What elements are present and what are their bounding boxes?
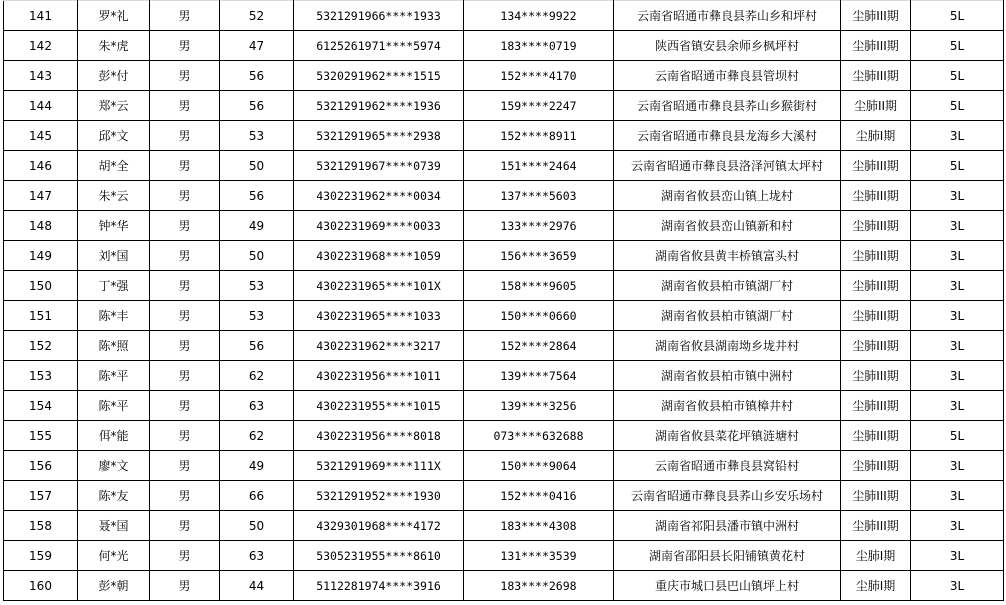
- cell-sex: 男: [150, 451, 220, 481]
- table-row: [4, 571, 1004, 601]
- cell-phone: 139****7564: [464, 361, 614, 391]
- cell-row-number: 157: [4, 481, 78, 511]
- table-row: [4, 121, 1004, 151]
- cell-id-number: 4302231956****1011: [294, 361, 464, 391]
- cell-id-number: 5321291966****1933: [294, 1, 464, 31]
- table-row: [4, 241, 1004, 271]
- cell-address: 湖南省攸县黄丰桥镇富头村: [614, 241, 841, 271]
- cell-amount: 3L: [911, 511, 1004, 541]
- cell-age: 44: [220, 571, 294, 601]
- cell-amount: 3L: [911, 391, 1004, 421]
- cell-row-number: 152: [4, 331, 78, 361]
- cell-phone: 152****0416: [464, 481, 614, 511]
- cell-phone: 152****4170: [464, 61, 614, 91]
- cell-address: 湖南省攸县湖南坳乡垅井村: [614, 331, 841, 361]
- table-row: [4, 31, 1004, 61]
- table-row: [4, 271, 1004, 301]
- cell-id-number: 6125261971****5974: [294, 31, 464, 61]
- cell-id-number: 4329301968****4172: [294, 511, 464, 541]
- cell-address: 湖南省祁阳县潘市镇中洲村: [614, 511, 841, 541]
- cell-diagnosis: 尘肺II期: [841, 91, 911, 121]
- cell-age: 56: [220, 331, 294, 361]
- cell-name: 朱*虎: [78, 31, 150, 61]
- cell-age: 49: [220, 451, 294, 481]
- cell-name: 朱*云: [78, 181, 150, 211]
- cell-amount: 3L: [911, 331, 1004, 361]
- cell-sex: 男: [150, 31, 220, 61]
- cell-sex: 男: [150, 481, 220, 511]
- cell-diagnosis: 尘肺I期: [841, 121, 911, 151]
- cell-name: 彭*付: [78, 61, 150, 91]
- cell-row-number: 143: [4, 61, 78, 91]
- cell-amount: 3L: [911, 121, 1004, 151]
- cell-diagnosis: 尘肺III期: [841, 361, 911, 391]
- cell-id-number: 4302231965****1033: [294, 301, 464, 331]
- cell-phone: 131****3539: [464, 541, 614, 571]
- cell-sex: 男: [150, 331, 220, 361]
- cell-sex: 男: [150, 121, 220, 151]
- cell-diagnosis: 尘肺III期: [841, 271, 911, 301]
- cell-id-number: 5305231955****8610: [294, 541, 464, 571]
- cell-row-number: 147: [4, 181, 78, 211]
- cell-row-number: 158: [4, 511, 78, 541]
- cell-name: 陈*友: [78, 481, 150, 511]
- cell-diagnosis: 尘肺I期: [841, 571, 911, 601]
- cell-sex: 男: [150, 211, 220, 241]
- cell-sex: 男: [150, 1, 220, 31]
- cell-address: 陕西省镇安县余师乡枫坪村: [614, 31, 841, 61]
- cell-address: 湖南省攸县柏市镇樟井村: [614, 391, 841, 421]
- cell-phone: 159****2247: [464, 91, 614, 121]
- cell-name: 刘*国: [78, 241, 150, 271]
- cell-address: 湖南省攸县柏市镇湖厂村: [614, 301, 841, 331]
- cell-row-number: 154: [4, 391, 78, 421]
- cell-amount: 3L: [911, 571, 1004, 601]
- table-row: [4, 61, 1004, 91]
- cell-amount: 3L: [911, 181, 1004, 211]
- cell-diagnosis: 尘肺III期: [841, 511, 911, 541]
- cell-age: 56: [220, 91, 294, 121]
- table-row: [4, 511, 1004, 541]
- cell-amount: 5L: [911, 1, 1004, 31]
- table-body: [4, 1, 1004, 601]
- table-row: [4, 421, 1004, 451]
- cell-name: 陈*照: [78, 331, 150, 361]
- table-row: [4, 211, 1004, 241]
- cell-sex: 男: [150, 421, 220, 451]
- cell-diagnosis: 尘肺III期: [841, 31, 911, 61]
- cell-id-number: 4302231962****3217: [294, 331, 464, 361]
- cell-sex: 男: [150, 541, 220, 571]
- cell-address: 云南省昭通市彝良县洛泽河镇太坪村: [614, 151, 841, 181]
- cell-age: 53: [220, 271, 294, 301]
- table-row: [4, 91, 1004, 121]
- cell-diagnosis: 尘肺III期: [841, 151, 911, 181]
- cell-id-number: 4302231965****101X: [294, 271, 464, 301]
- cell-sex: 男: [150, 181, 220, 211]
- cell-sex: 男: [150, 511, 220, 541]
- cell-address: 云南省昭通市彝良县荞山乡猴街村: [614, 91, 841, 121]
- cell-age: 53: [220, 121, 294, 151]
- cell-row-number: 155: [4, 421, 78, 451]
- cell-name: 陈*平: [78, 391, 150, 421]
- cell-name: 彭*朝: [78, 571, 150, 601]
- cell-sex: 男: [150, 571, 220, 601]
- cell-address: 湖南省攸县峦山镇新和村: [614, 211, 841, 241]
- cell-amount: 3L: [911, 541, 1004, 571]
- cell-amount: 5L: [911, 151, 1004, 181]
- cell-phone: 183****2698: [464, 571, 614, 601]
- cell-address: 重庆市城口县巴山镇坪上村: [614, 571, 841, 601]
- cell-name: 胡*全: [78, 151, 150, 181]
- cell-age: 50: [220, 241, 294, 271]
- cell-address: 湖南省攸县柏市镇湖厂村: [614, 271, 841, 301]
- cell-address: 湖南省攸县菜花坪镇涟塘村: [614, 421, 841, 451]
- table-row: [4, 1, 1004, 31]
- cell-id-number: 5321291952****1930: [294, 481, 464, 511]
- cell-age: 52: [220, 1, 294, 31]
- cell-diagnosis: 尘肺III期: [841, 421, 911, 451]
- cell-phone: 152****2864: [464, 331, 614, 361]
- cell-diagnosis: 尘肺III期: [841, 481, 911, 511]
- cell-name: 钟*华: [78, 211, 150, 241]
- cell-amount: 5L: [911, 31, 1004, 61]
- cell-amount: 3L: [911, 361, 1004, 391]
- cell-id-number: 5112281974****3916: [294, 571, 464, 601]
- cell-address: 云南省昭通市彝良县荞山乡安乐场村: [614, 481, 841, 511]
- cell-id-number: 4302231956****8018: [294, 421, 464, 451]
- cell-sex: 男: [150, 361, 220, 391]
- cell-sex: 男: [150, 271, 220, 301]
- cell-amount: 5L: [911, 61, 1004, 91]
- cell-phone: 156****3659: [464, 241, 614, 271]
- cell-id-number: 5321291969****111X: [294, 451, 464, 481]
- cell-phone: 150****9064: [464, 451, 614, 481]
- cell-name: 聂*国: [78, 511, 150, 541]
- cell-name: 丁*强: [78, 271, 150, 301]
- cell-address: 湖南省攸县柏市镇中洲村: [614, 361, 841, 391]
- cell-amount: 5L: [911, 421, 1004, 451]
- cell-age: 66: [220, 481, 294, 511]
- cell-row-number: 159: [4, 541, 78, 571]
- table-row: [4, 151, 1004, 181]
- cell-amount: 3L: [911, 211, 1004, 241]
- cell-sex: 男: [150, 301, 220, 331]
- table-row: [4, 361, 1004, 391]
- cell-diagnosis: 尘肺I期: [841, 541, 911, 571]
- cell-row-number: 160: [4, 571, 78, 601]
- cell-diagnosis: 尘肺III期: [841, 61, 911, 91]
- cell-age: 62: [220, 361, 294, 391]
- cell-row-number: 149: [4, 241, 78, 271]
- cell-address: 云南省昭通市彝良县龙海乡大溪村: [614, 121, 841, 151]
- cell-id-number: 4302231962****0034: [294, 181, 464, 211]
- cell-id-number: 4302231955****1015: [294, 391, 464, 421]
- cell-name: 邱*文: [78, 121, 150, 151]
- cell-phone: 139****3256: [464, 391, 614, 421]
- cell-sex: 男: [150, 91, 220, 121]
- table-row: [4, 181, 1004, 211]
- cell-phone: 137****5603: [464, 181, 614, 211]
- cell-row-number: 148: [4, 211, 78, 241]
- cell-amount: 3L: [911, 301, 1004, 331]
- cell-sex: 男: [150, 391, 220, 421]
- cell-id-number: 4302231969****0033: [294, 211, 464, 241]
- cell-name: 何*光: [78, 541, 150, 571]
- cell-diagnosis: 尘肺III期: [841, 211, 911, 241]
- cell-address: 云南省昭通市彝良县管坝村: [614, 61, 841, 91]
- cell-sex: 男: [150, 241, 220, 271]
- cell-phone: 150****0660: [464, 301, 614, 331]
- cell-row-number: 146: [4, 151, 78, 181]
- cell-age: 49: [220, 211, 294, 241]
- cell-address: 湖南省攸县峦山镇上垅村: [614, 181, 841, 211]
- cell-diagnosis: 尘肺III期: [841, 451, 911, 481]
- cell-age: 62: [220, 421, 294, 451]
- cell-diagnosis: 尘肺III期: [841, 391, 911, 421]
- cell-amount: 3L: [911, 451, 1004, 481]
- cell-diagnosis: 尘肺III期: [841, 301, 911, 331]
- table-row: [4, 301, 1004, 331]
- cell-row-number: 153: [4, 361, 78, 391]
- table-row: [4, 391, 1004, 421]
- cell-diagnosis: 尘肺III期: [841, 1, 911, 31]
- cell-diagnosis: 尘肺III期: [841, 241, 911, 271]
- table-row: [4, 451, 1004, 481]
- cell-id-number: 4302231968****1059: [294, 241, 464, 271]
- cell-row-number: 150: [4, 271, 78, 301]
- cell-id-number: 5321291967****0739: [294, 151, 464, 181]
- cell-sex: 男: [150, 151, 220, 181]
- cell-amount: 3L: [911, 271, 1004, 301]
- cell-row-number: 142: [4, 31, 78, 61]
- cell-sex: 男: [150, 61, 220, 91]
- patient-table: [3, 0, 1004, 601]
- table-row: [4, 331, 1004, 361]
- cell-name: 陈*平: [78, 361, 150, 391]
- cell-phone: 158****9605: [464, 271, 614, 301]
- cell-age: 50: [220, 151, 294, 181]
- cell-row-number: 151: [4, 301, 78, 331]
- cell-phone: 073****632688: [464, 421, 614, 451]
- cell-id-number: 5321291965****2938: [294, 121, 464, 151]
- cell-amount: 3L: [911, 241, 1004, 271]
- cell-diagnosis: 尘肺III期: [841, 181, 911, 211]
- cell-row-number: 141: [4, 1, 78, 31]
- cell-id-number: 5321291962****1936: [294, 91, 464, 121]
- cell-amount: 5L: [911, 91, 1004, 121]
- cell-name: 罗*礼: [78, 1, 150, 31]
- cell-age: 47: [220, 31, 294, 61]
- cell-age: 63: [220, 541, 294, 571]
- cell-phone: 183****4308: [464, 511, 614, 541]
- patient-table-sheet: [3, 0, 1003, 603]
- cell-name: 郑*云: [78, 91, 150, 121]
- cell-age: 50: [220, 511, 294, 541]
- table-row: [4, 481, 1004, 511]
- table-row: [4, 541, 1004, 571]
- cell-age: 56: [220, 181, 294, 211]
- cell-row-number: 156: [4, 451, 78, 481]
- cell-name: 廖*文: [78, 451, 150, 481]
- cell-age: 63: [220, 391, 294, 421]
- cell-phone: 151****2464: [464, 151, 614, 181]
- cell-amount: 3L: [911, 481, 1004, 511]
- cell-address: 云南省昭通市彝良县窝铅村: [614, 451, 841, 481]
- cell-name: 陈*丰: [78, 301, 150, 331]
- cell-row-number: 144: [4, 91, 78, 121]
- cell-phone: 134****9922: [464, 1, 614, 31]
- cell-age: 53: [220, 301, 294, 331]
- cell-phone: 133****2976: [464, 211, 614, 241]
- cell-diagnosis: 尘肺III期: [841, 331, 911, 361]
- cell-id-number: 5320291962****1515: [294, 61, 464, 91]
- cell-phone: 183****0719: [464, 31, 614, 61]
- cell-address: 云南省昭通市彝良县荞山乡和坪村: [614, 1, 841, 31]
- cell-phone: 152****8911: [464, 121, 614, 151]
- cell-address: 湖南省邵阳县长阳铺镇黄花村: [614, 541, 841, 571]
- cell-name: 佴*能: [78, 421, 150, 451]
- cell-age: 56: [220, 61, 294, 91]
- cell-row-number: 145: [4, 121, 78, 151]
